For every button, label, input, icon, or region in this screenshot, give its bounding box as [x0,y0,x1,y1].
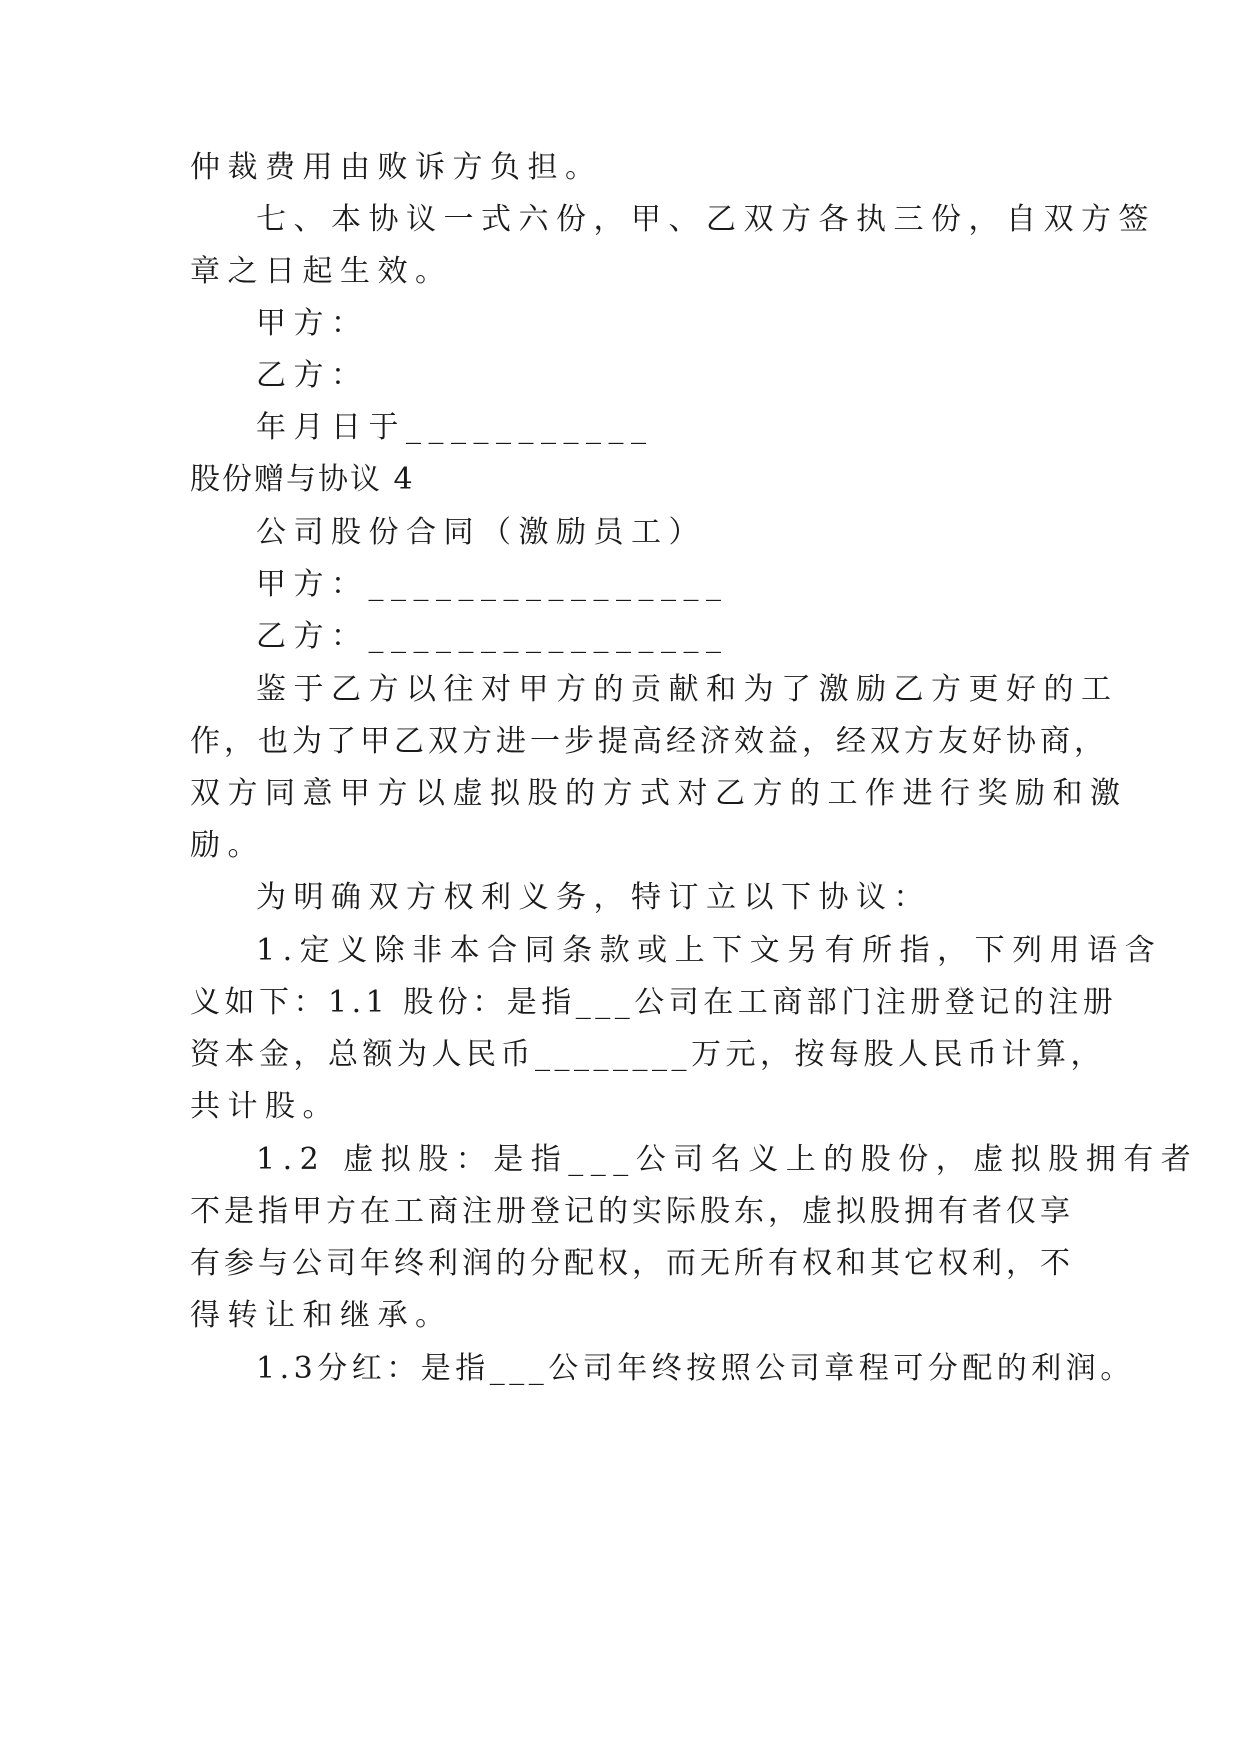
text-line: 资本金，总额为人民币________万元，按每股人民币计算， [190,1037,1105,1072]
text-line: 为明确双方权利义务，特订立以下协议： [256,880,931,915]
text-line: 不是指甲方在工商注册登记的实际股东，虚拟股拥有者仅享 [190,1194,1074,1229]
signature-party-a: 甲方： [256,306,369,341]
signature-party-b: 乙方： [256,358,369,393]
text-line: 义如下：1.1 股份：是指___公司在工商部门注册登记的注册 [190,985,1118,1020]
signature-date: 年月日于___________ [256,410,654,445]
text-line: 1.2 虚拟股：是指___公司名义上的股份，虚拟股拥有者 [256,1142,1199,1177]
text-line: 1.3分红：是指___公司年终按照公司章程可分配的利润。 [256,1351,1135,1386]
text-line: 双方同意甲方以虚拟股的方式对乙方的工作进行奖励和激 [190,776,1128,811]
text-line: 得转让和继承。 [190,1298,453,1333]
contract-title: 公司股份合同（激励员工） [256,515,706,550]
party-b-field: 乙方：________________ [256,619,729,654]
section-title: 股份赠与协议 4 [190,462,415,497]
text-line: 作，也为了甲乙双方进一步提高经济效益，经双方友好协商， [190,724,1108,759]
text-line: 仲裁费用由败诉方负担。 [190,150,603,185]
text-line: 1.定义除非本合同条款或上下文另有所指，下列用语含 [256,933,1163,968]
party-a-field: 甲方：________________ [256,567,729,602]
text-line: 有参与公司年终利润的分配权，而无所有权和其它权利，不 [190,1246,1074,1281]
text-line: 共计股。 [190,1089,340,1124]
text-line: 七、本协议一式六份，甲、乙双方各执三份，自双方签 [256,202,1156,237]
text-line: 章之日起生效。 [190,254,453,289]
text-line: 励。 [190,828,265,863]
text-line: 鉴于乙方以往对甲方的贡献和为了激励乙方更好的工 [256,672,1119,707]
